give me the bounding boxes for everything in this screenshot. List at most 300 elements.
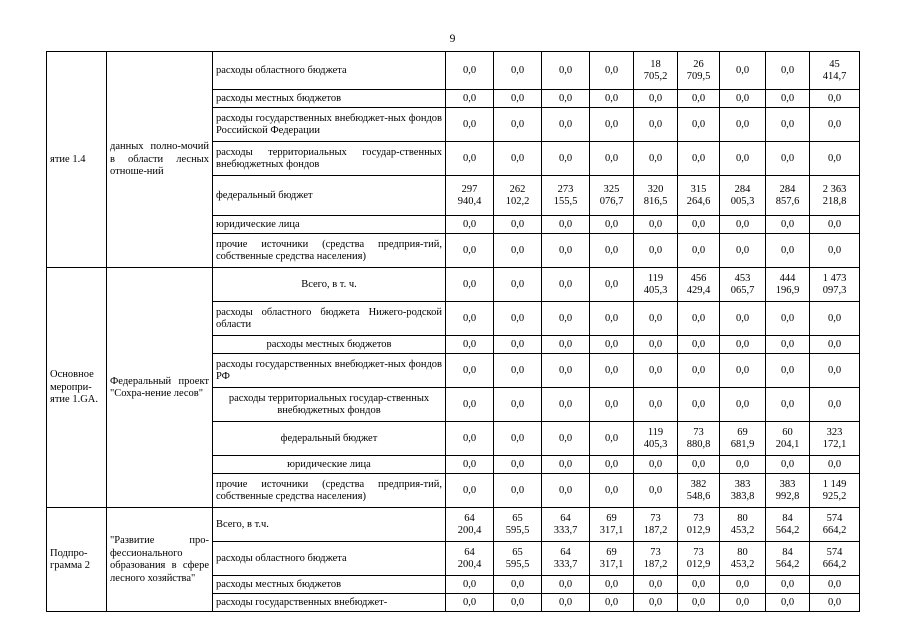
- value-cell: [810, 336, 860, 354]
- value-text: 0,0: [510, 364, 525, 376]
- value-cell: [720, 108, 766, 142]
- value-text: 0,0: [691, 312, 706, 324]
- value-cell: [542, 576, 590, 594]
- value-cell: [494, 108, 542, 142]
- value-text: 64 200,4: [457, 512, 482, 536]
- value-cell: [634, 508, 678, 542]
- funding-source-cell: юридические лица: [213, 216, 446, 234]
- value-cell: [542, 388, 590, 422]
- value-cell: [542, 108, 590, 142]
- value-cell: [542, 90, 590, 108]
- value-cell: [634, 302, 678, 336]
- value-text: 0,0: [735, 338, 750, 350]
- value-text: 0,0: [558, 364, 573, 376]
- value-cell: [542, 354, 590, 388]
- value-cell: [494, 474, 542, 508]
- value-cell: [766, 542, 810, 576]
- value-text: 383 383,8: [730, 478, 755, 502]
- value-text: 0,0: [462, 458, 477, 470]
- value-cell: [810, 576, 860, 594]
- program-title-cell: данных полно-мочий в области лесных отноше-ний: [107, 52, 213, 268]
- value-text: 0,0: [780, 244, 795, 256]
- value-text: 0,0: [558, 596, 573, 608]
- value-text: 0,0: [558, 244, 573, 256]
- value-text: 0,0: [510, 484, 525, 496]
- value-cell: [494, 336, 542, 354]
- value-cell: [446, 216, 494, 234]
- value-cell: [678, 268, 720, 302]
- value-cell: [766, 234, 810, 268]
- program-name-cell: Основное меропри-ятие 1.GA.: [47, 268, 107, 508]
- value-cell: [542, 234, 590, 268]
- value-text: 0,0: [510, 596, 525, 608]
- value-text: 0,0: [462, 64, 477, 76]
- value-text: 0,0: [462, 398, 477, 410]
- value-text: 0,0: [462, 338, 477, 350]
- value-text: 0,0: [510, 152, 525, 164]
- funding-source-cell: прочие источники (средства предприя-тий, собственные средства населения): [213, 474, 446, 508]
- value-text: 0,0: [780, 118, 795, 130]
- value-text: 0,0: [780, 218, 795, 230]
- value-text: 456 429,4: [686, 272, 711, 296]
- value-text: 0,0: [604, 218, 619, 230]
- value-cell: [494, 302, 542, 336]
- value-cell: [634, 90, 678, 108]
- value-cell: [766, 594, 810, 612]
- value-text: 0,0: [780, 312, 795, 324]
- value-text: 0,0: [691, 244, 706, 256]
- value-cell: [542, 52, 590, 90]
- value-cell: [590, 388, 634, 422]
- value-text: 0,0: [604, 64, 619, 76]
- value-cell: [720, 90, 766, 108]
- value-cell: [810, 474, 860, 508]
- funding-source-cell: федеральный бюджет: [213, 422, 446, 456]
- value-text: 64 333,7: [553, 546, 578, 570]
- value-text: 0,0: [510, 312, 525, 324]
- value-text: 0,0: [510, 92, 525, 104]
- value-cell: [446, 176, 494, 216]
- value-cell: [494, 234, 542, 268]
- table-row: [47, 52, 860, 90]
- value-text: 0,0: [648, 338, 663, 350]
- value-text: 320 816,5: [643, 183, 668, 207]
- value-text: 73 187,2: [643, 512, 668, 536]
- value-text: 0,0: [827, 398, 842, 410]
- value-cell: [494, 422, 542, 456]
- value-text: 0,0: [780, 64, 795, 76]
- value-cell: [634, 52, 678, 90]
- value-text: 0,0: [510, 244, 525, 256]
- value-text: 65 595,5: [505, 546, 530, 570]
- value-cell: [766, 388, 810, 422]
- value-cell: [542, 142, 590, 176]
- value-text: 382 548,6: [686, 478, 711, 502]
- value-cell: [542, 176, 590, 216]
- value-text: 0,0: [735, 364, 750, 376]
- value-text: 0,0: [780, 398, 795, 410]
- value-text: 0,0: [648, 484, 663, 496]
- value-text: 297 940,4: [457, 183, 482, 207]
- value-cell: [542, 456, 590, 474]
- value-cell: [446, 354, 494, 388]
- value-cell: [446, 508, 494, 542]
- value-cell: [634, 422, 678, 456]
- program-title-cell: "Развитие про-фессионального образования в сфере лесного хозяйства": [107, 508, 213, 612]
- value-text: 0,0: [462, 312, 477, 324]
- value-cell: [810, 542, 860, 576]
- funding-source-cell: юридические лица: [213, 456, 446, 474]
- value-text: 0,0: [648, 118, 663, 130]
- value-cell: [494, 354, 542, 388]
- funding-source-cell: расходы территориальных государ-ственных внебюджетных фондов: [213, 142, 446, 176]
- value-text: 64 333,7: [553, 512, 578, 536]
- value-cell: [446, 52, 494, 90]
- value-text: 0,0: [604, 578, 619, 590]
- value-cell: [590, 576, 634, 594]
- value-cell: [542, 302, 590, 336]
- program-title-cell: Федеральный проект "Сохра-нение лесов": [107, 268, 213, 508]
- value-text: 65 595,5: [505, 512, 530, 536]
- value-text: 69 317,1: [599, 546, 624, 570]
- value-text: 0,0: [604, 458, 619, 470]
- value-cell: [634, 576, 678, 594]
- value-cell: [446, 594, 494, 612]
- value-cell: [542, 508, 590, 542]
- funding-source-cell: расходы территориальных государ-ственных внебюджетных фондов: [213, 388, 446, 422]
- value-text: 0,0: [827, 364, 842, 376]
- value-cell: [634, 474, 678, 508]
- value-cell: [494, 90, 542, 108]
- value-text: 284 857,6: [775, 183, 800, 207]
- value-text: 0,0: [780, 578, 795, 590]
- value-cell: [720, 234, 766, 268]
- value-cell: [810, 594, 860, 612]
- value-text: 0,0: [648, 458, 663, 470]
- value-cell: [766, 90, 810, 108]
- value-cell: [720, 422, 766, 456]
- value-text: 73 012,9: [686, 546, 711, 570]
- value-cell: [810, 388, 860, 422]
- value-text: 0,0: [558, 64, 573, 76]
- value-cell: [720, 268, 766, 302]
- value-text: 0,0: [827, 338, 842, 350]
- value-text: 0,0: [648, 92, 663, 104]
- table-row: [47, 508, 860, 542]
- value-text: 0,0: [558, 578, 573, 590]
- value-cell: [590, 142, 634, 176]
- value-cell: [810, 508, 860, 542]
- value-text: 1 149 925,2: [822, 478, 847, 502]
- value-text: 0,0: [462, 118, 477, 130]
- value-text: 574 664,2: [822, 546, 847, 570]
- value-text: 0,0: [648, 312, 663, 324]
- value-cell: [446, 142, 494, 176]
- value-text: 0,0: [648, 596, 663, 608]
- value-text: 0,0: [558, 398, 573, 410]
- value-text: 0,0: [735, 218, 750, 230]
- value-cell: [678, 354, 720, 388]
- value-cell: [678, 302, 720, 336]
- value-cell: [720, 508, 766, 542]
- funding-source-cell: расходы областного бюджета: [213, 52, 446, 90]
- value-text: 80 453,2: [730, 512, 755, 536]
- value-text: 80 453,2: [730, 546, 755, 570]
- value-text: 0,0: [558, 218, 573, 230]
- value-cell: [810, 108, 860, 142]
- value-text: 0,0: [827, 152, 842, 164]
- value-cell: [446, 422, 494, 456]
- value-cell: [446, 576, 494, 594]
- value-cell: [634, 336, 678, 354]
- funding-source-cell: прочие источники (средства предприя-тий, собственные средства населения): [213, 234, 446, 268]
- value-cell: [720, 142, 766, 176]
- value-cell: [720, 336, 766, 354]
- value-cell: [720, 388, 766, 422]
- value-cell: [810, 142, 860, 176]
- value-text: 0,0: [604, 398, 619, 410]
- value-text: 60 204,1: [775, 426, 800, 450]
- value-text: 119 405,3: [643, 272, 668, 296]
- value-cell: [590, 336, 634, 354]
- value-cell: [810, 268, 860, 302]
- value-text: 0,0: [510, 458, 525, 470]
- value-text: 0,0: [648, 244, 663, 256]
- value-cell: [446, 388, 494, 422]
- value-text: 0,0: [462, 92, 477, 104]
- value-text: 0,0: [558, 118, 573, 130]
- value-cell: [590, 474, 634, 508]
- value-cell: [446, 336, 494, 354]
- value-text: 0,0: [691, 338, 706, 350]
- value-text: 0,0: [691, 596, 706, 608]
- value-cell: [678, 594, 720, 612]
- value-text: 0,0: [558, 338, 573, 350]
- value-text: 73 880,8: [686, 426, 711, 450]
- page-number: 9: [449, 33, 456, 45]
- value-text: 0,0: [462, 484, 477, 496]
- table-body: [47, 52, 860, 612]
- value-cell: [590, 268, 634, 302]
- value-cell: [678, 336, 720, 354]
- value-text: 0,0: [510, 432, 525, 444]
- value-text: 0,0: [558, 312, 573, 324]
- value-text: 0,0: [648, 364, 663, 376]
- value-text: 0,0: [648, 578, 663, 590]
- value-cell: [810, 176, 860, 216]
- value-text: 0,0: [510, 578, 525, 590]
- value-cell: [720, 594, 766, 612]
- value-cell: [634, 216, 678, 234]
- value-cell: [720, 456, 766, 474]
- value-cell: [542, 542, 590, 576]
- value-text: 1 473 097,3: [822, 272, 847, 296]
- value-cell: [766, 336, 810, 354]
- value-text: 0,0: [735, 118, 750, 130]
- value-cell: [678, 474, 720, 508]
- value-text: 0,0: [604, 484, 619, 496]
- funding-source-cell: расходы государственных внебюджет-ных фондов Российской Федерации: [213, 108, 446, 142]
- value-text: 0,0: [604, 338, 619, 350]
- value-text: 45 414,7: [822, 58, 847, 82]
- value-cell: [494, 176, 542, 216]
- value-cell: [446, 456, 494, 474]
- value-text: 0,0: [510, 398, 525, 410]
- value-text: 0,0: [604, 596, 619, 608]
- value-text: 0,0: [462, 364, 477, 376]
- value-cell: [542, 268, 590, 302]
- value-cell: [810, 456, 860, 474]
- value-text: 0,0: [827, 578, 842, 590]
- value-text: 0,0: [558, 278, 573, 290]
- value-cell: [810, 422, 860, 456]
- value-cell: [590, 216, 634, 234]
- funding-source-cell: Всего, в т.ч.: [213, 508, 446, 542]
- value-cell: [446, 474, 494, 508]
- value-text: 0,0: [462, 218, 477, 230]
- value-cell: [810, 354, 860, 388]
- value-text: 18 705,2: [643, 58, 668, 82]
- value-text: 0,0: [780, 338, 795, 350]
- value-cell: [590, 234, 634, 268]
- funding-source-cell: расходы областного бюджета: [213, 542, 446, 576]
- value-text: 0,0: [780, 152, 795, 164]
- value-text: 0,0: [827, 118, 842, 130]
- value-cell: [494, 594, 542, 612]
- value-text: 73 012,9: [686, 512, 711, 536]
- funding-source-cell: расходы местных бюджетов: [213, 576, 446, 594]
- value-cell: [590, 90, 634, 108]
- value-cell: [678, 142, 720, 176]
- value-cell: [634, 268, 678, 302]
- value-cell: [494, 576, 542, 594]
- value-cell: [590, 302, 634, 336]
- value-text: 0,0: [780, 92, 795, 104]
- value-text: 0,0: [462, 432, 477, 444]
- value-cell: [810, 90, 860, 108]
- value-cell: [766, 354, 810, 388]
- value-text: 0,0: [735, 92, 750, 104]
- value-text: 0,0: [780, 458, 795, 470]
- value-text: 0,0: [735, 152, 750, 164]
- value-text: 0,0: [558, 432, 573, 444]
- value-text: 64 200,4: [457, 546, 482, 570]
- value-cell: [494, 456, 542, 474]
- value-text: 0,0: [604, 152, 619, 164]
- value-text: 0,0: [691, 218, 706, 230]
- value-cell: [634, 594, 678, 612]
- value-cell: [590, 508, 634, 542]
- value-cell: [590, 594, 634, 612]
- value-text: 0,0: [691, 364, 706, 376]
- value-cell: [720, 52, 766, 90]
- value-text: 0,0: [691, 398, 706, 410]
- value-cell: [766, 176, 810, 216]
- value-text: 0,0: [780, 596, 795, 608]
- value-cell: [590, 542, 634, 576]
- value-text: 119 405,3: [643, 426, 668, 450]
- value-cell: [590, 456, 634, 474]
- program-name-cell: Подпро-грамма 2: [47, 508, 107, 612]
- value-cell: [810, 234, 860, 268]
- value-cell: [678, 108, 720, 142]
- value-cell: [634, 354, 678, 388]
- value-cell: [678, 576, 720, 594]
- value-text: 0,0: [827, 596, 842, 608]
- value-cell: [766, 268, 810, 302]
- funding-source-cell: расходы местных бюджетов: [213, 336, 446, 354]
- value-text: 0,0: [648, 152, 663, 164]
- value-text: 84 564,2: [775, 512, 800, 536]
- value-cell: [720, 354, 766, 388]
- value-text: 574 664,2: [822, 512, 847, 536]
- value-text: 0,0: [604, 432, 619, 444]
- value-cell: [678, 52, 720, 90]
- value-cell: [542, 474, 590, 508]
- value-text: 84 564,2: [775, 546, 800, 570]
- value-text: 0,0: [827, 92, 842, 104]
- value-cell: [494, 388, 542, 422]
- value-text: 0,0: [462, 278, 477, 290]
- value-cell: [678, 388, 720, 422]
- value-text: 0,0: [648, 398, 663, 410]
- value-text: 0,0: [735, 244, 750, 256]
- value-cell: [446, 268, 494, 302]
- funding-source-cell: Всего, в т. ч.: [213, 268, 446, 302]
- value-text: 0,0: [604, 92, 619, 104]
- value-text: 0,0: [691, 92, 706, 104]
- value-cell: [766, 422, 810, 456]
- value-text: 383 992,8: [775, 478, 800, 502]
- value-cell: [766, 216, 810, 234]
- value-text: 0,0: [462, 244, 477, 256]
- value-text: 284 005,3: [730, 183, 755, 207]
- value-cell: [494, 542, 542, 576]
- value-text: 0,0: [510, 278, 525, 290]
- value-text: 0,0: [510, 118, 525, 130]
- value-cell: [590, 354, 634, 388]
- value-cell: [766, 456, 810, 474]
- value-text: 69 681,9: [730, 426, 755, 450]
- value-cell: [766, 142, 810, 176]
- table-row: [47, 268, 860, 302]
- value-text: 0,0: [827, 458, 842, 470]
- budget-table: [46, 51, 860, 612]
- value-text: 0,0: [510, 64, 525, 76]
- value-text: 0,0: [558, 458, 573, 470]
- value-text: 0,0: [827, 312, 842, 324]
- value-text: 444 196,9: [775, 272, 800, 296]
- value-text: 0,0: [604, 364, 619, 376]
- value-text: 323 172,1: [822, 426, 847, 450]
- value-cell: [446, 302, 494, 336]
- funding-source-cell: расходы областного бюджета Нижего-родской области: [213, 302, 446, 336]
- value-text: 0,0: [604, 278, 619, 290]
- value-cell: [766, 508, 810, 542]
- value-cell: [810, 302, 860, 336]
- value-cell: [634, 176, 678, 216]
- value-cell: [634, 108, 678, 142]
- value-text: 0,0: [604, 244, 619, 256]
- value-cell: [494, 216, 542, 234]
- value-cell: [590, 108, 634, 142]
- value-text: 0,0: [735, 398, 750, 410]
- funding-source-cell: федеральный бюджет: [213, 176, 446, 216]
- value-text: 0,0: [558, 92, 573, 104]
- value-text: 2 363 218,8: [822, 183, 847, 207]
- value-cell: [720, 474, 766, 508]
- value-cell: [590, 422, 634, 456]
